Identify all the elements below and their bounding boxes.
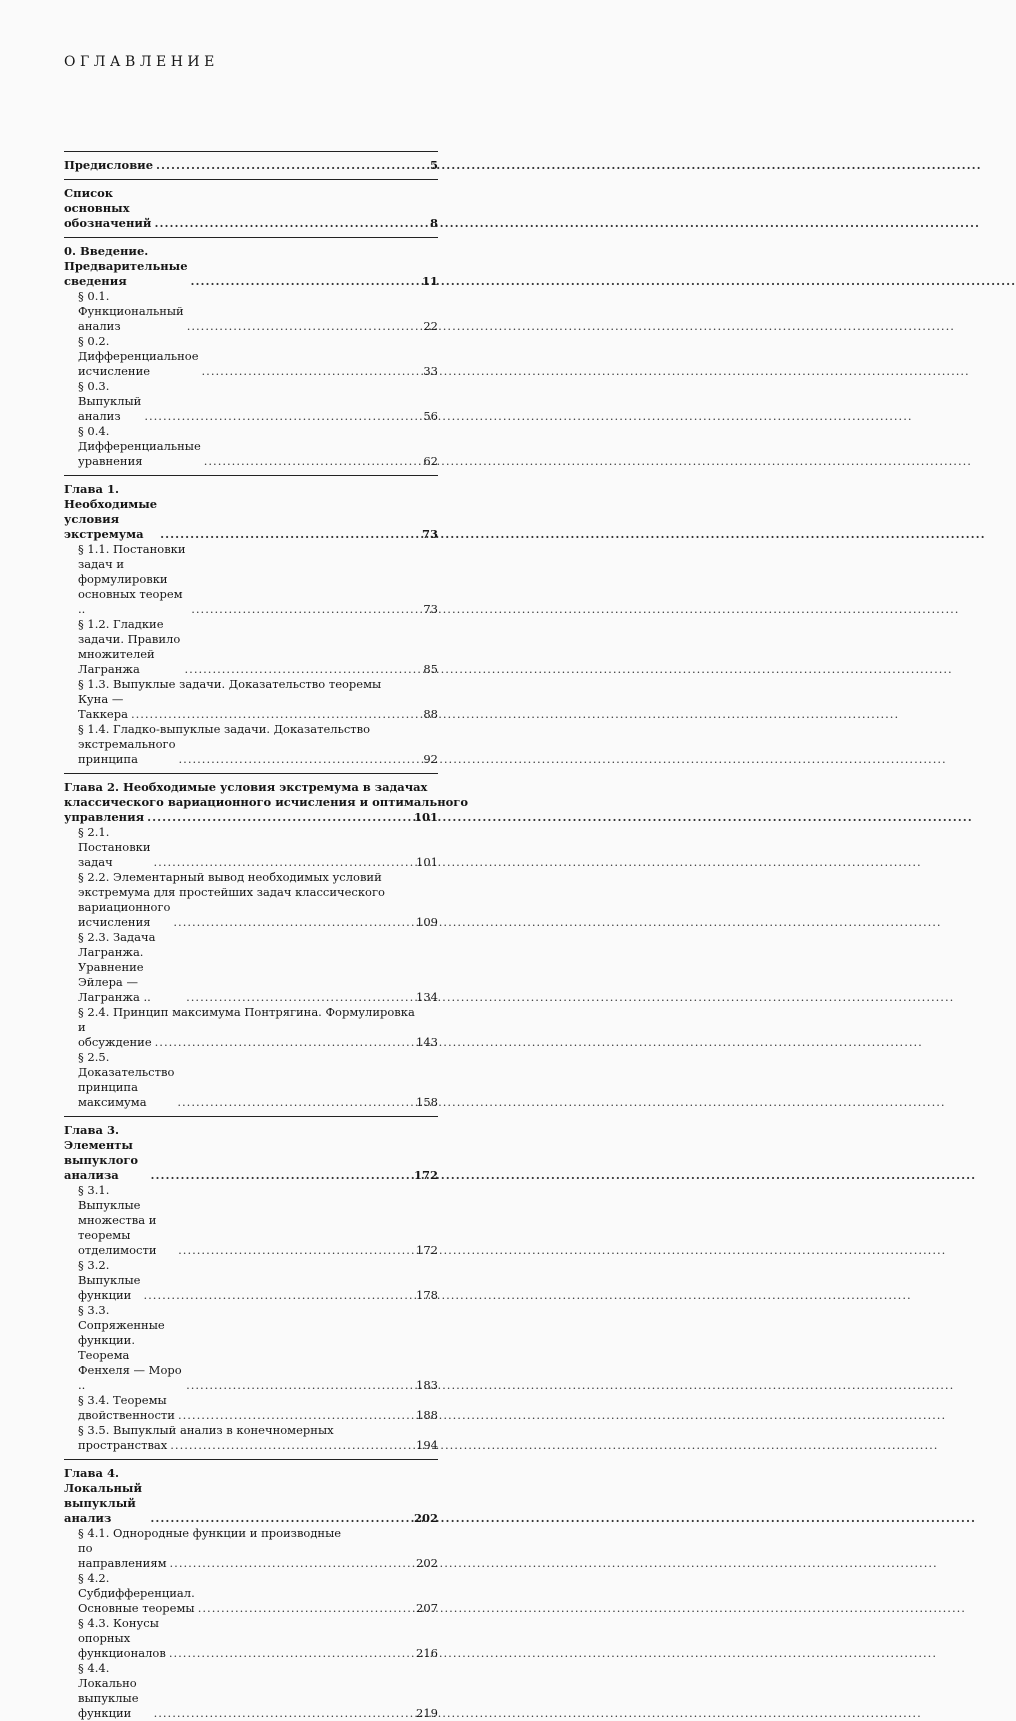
leader-dots	[154, 1706, 413, 1721]
leader-dots	[191, 602, 420, 617]
page-number: 183	[416, 1378, 438, 1392]
leader-dots	[177, 1095, 413, 1110]
entry-text: § 1.4. Гладко-выпуклые задачи. Доказательство	[78, 722, 371, 736]
page-number: 73	[421, 527, 438, 541]
toc-section[interactable]	[64, 1005, 438, 1050]
divider	[64, 773, 438, 774]
entry-text: пространствах	[78, 1438, 168, 1452]
page-number: 172	[413, 1168, 438, 1182]
page-number: 178	[416, 1288, 438, 1302]
entry-text: § 1.3. Выпуклые задачи. Доказательство теоремы	[78, 677, 382, 691]
page-number: 134	[416, 990, 438, 1004]
toc-chapter-2[interactable]	[64, 780, 469, 825]
entry-text: 0. Введение. Предварительные сведения	[64, 244, 188, 288]
toc-entry-preface[interactable]	[64, 158, 438, 173]
entry-text: § 3.2. Выпуклые функции	[78, 1258, 141, 1302]
page-number: 172	[416, 1243, 438, 1257]
page-number: 85	[423, 662, 438, 676]
entry-text: § 2.1. Постановки задач	[78, 825, 151, 869]
entry-text: Куна — Таккера	[78, 692, 128, 721]
entry-text: § 0.4. Дифференциальные уравнения	[78, 424, 201, 468]
page-number: 62	[423, 454, 438, 468]
entry-text: § 3.4. Теоремы двойственности	[78, 1393, 175, 1422]
toc-section[interactable]	[64, 930, 438, 1005]
entry-text: § 3.5. Выпуклый анализ в конечномерных	[78, 1423, 334, 1437]
leader-dots	[179, 752, 421, 767]
entry-text: § 1.1. Постановки задач и формулировки основных теорем ..	[78, 542, 186, 616]
toc-section[interactable]	[64, 870, 438, 930]
entry-text: § 4.4. Локально выпуклые функции	[78, 1661, 139, 1720]
page-number: 5	[429, 158, 438, 172]
leader-dots	[191, 274, 419, 289]
page-number: 194	[416, 1438, 438, 1452]
page-title: ОГЛАВЛЕНИЕ	[64, 54, 219, 70]
toc-page	[0, 0, 500, 1720]
entry-text: классического вариационного исчисления и оптимального	[64, 795, 469, 809]
leader-dots	[131, 707, 420, 722]
page-number: 143	[416, 1035, 438, 1049]
entry-text: § 2.2. Элементарный вывод необходимых условий	[78, 870, 382, 884]
toc-entry-notation[interactable]	[64, 186, 438, 231]
leader-dots	[178, 1408, 413, 1423]
entry-text: § 2.4. Принцип максимума Понтрягина. Формулировка	[78, 1005, 415, 1019]
toc-section[interactable]	[64, 722, 438, 767]
leader-dots	[204, 454, 421, 469]
toc-section[interactable]	[64, 334, 438, 379]
entry-text: § 3.3. Сопряженные функции. Теорема Фенхеля — Моро ..	[78, 1303, 182, 1392]
leader-dots	[170, 1438, 413, 1453]
leader-dots	[151, 1168, 411, 1183]
toc-section[interactable]	[64, 1526, 438, 1571]
toc-section[interactable]	[64, 379, 438, 424]
leader-dots	[186, 990, 413, 1005]
entry-text: Предисловие	[64, 158, 154, 172]
entry-text: Глава 2. Необходимые условия экстремума в задачах	[64, 780, 428, 794]
toc-section[interactable]	[64, 1423, 438, 1453]
entry-text: § 0.1. Функциональный анализ	[78, 289, 184, 333]
toc-section[interactable]	[64, 1393, 438, 1423]
page-number: 88	[423, 707, 438, 721]
toc-section[interactable]	[64, 542, 438, 617]
entry-text: экстремального принципа	[78, 737, 176, 766]
page-number: 109	[416, 915, 438, 929]
entry-text: § 4.1. Однородные функции и производные	[78, 1526, 342, 1540]
entry-text: Глава 3. Элементы выпуклого анализа	[64, 1123, 139, 1182]
entry-text: § 0.2. Дифференциальное исчисление	[78, 334, 199, 378]
entry-text: § 1.2. Гладкие задачи. Правило множителей Лагранжа	[78, 617, 181, 676]
leader-dots	[187, 319, 421, 334]
toc-chapter-3[interactable]	[64, 1123, 438, 1183]
leader-dots	[160, 527, 419, 542]
divider	[64, 1459, 438, 1460]
leader-dots	[150, 1511, 411, 1526]
page-number: 92	[423, 752, 438, 766]
page-number: 188	[416, 1408, 438, 1422]
leader-dots	[186, 1378, 413, 1393]
leader-dots	[155, 1035, 413, 1050]
leader-dots	[154, 855, 414, 870]
leader-dots	[144, 409, 420, 424]
page-number: 33	[423, 364, 438, 378]
toc-section[interactable]	[64, 677, 438, 722]
divider	[64, 475, 438, 476]
page-number: 158	[416, 1095, 438, 1109]
toc-section[interactable]	[64, 1183, 438, 1258]
toc-section[interactable]	[64, 1571, 438, 1616]
toc-chapter-1[interactable]	[64, 482, 438, 542]
entry-text: Список основных обозначений	[64, 186, 152, 230]
leader-dots	[198, 1601, 413, 1616]
page-number: 56	[423, 409, 438, 423]
entry-text: § 2.3. Задача Лагранжа. Уравнение Эйлера — Лагранжа ..	[78, 930, 156, 1004]
entry-text: § 4.3. Конусы опорных функционалов	[78, 1616, 166, 1660]
table-of-contents	[64, 145, 469, 1721]
page-number: 101	[413, 810, 438, 824]
leader-dots	[156, 158, 427, 173]
page-number: 216	[416, 1646, 438, 1660]
entry-text: экстремума для простейших задач классического	[78, 885, 385, 899]
entry-text: и обсуждение	[78, 1020, 152, 1049]
toc-chapter-4[interactable]	[64, 1466, 438, 1526]
leader-dots	[154, 216, 427, 231]
leader-dots	[169, 1646, 413, 1661]
page-number: 11	[421, 274, 438, 288]
entry-text: § 4.2. Субдифференциал. Основные теоремы	[78, 1571, 195, 1615]
divider	[64, 151, 438, 152]
leader-dots	[143, 1288, 413, 1303]
toc-chapter-0[interactable]	[64, 244, 438, 289]
leader-dots	[147, 810, 411, 825]
divider	[64, 1116, 438, 1117]
toc-section[interactable]	[64, 289, 438, 334]
toc-section[interactable]	[64, 617, 438, 677]
toc-section[interactable]	[64, 1616, 438, 1661]
page-number: 73	[423, 602, 438, 616]
toc-section[interactable]	[64, 1303, 438, 1393]
toc-section[interactable]	[64, 424, 438, 469]
toc-section[interactable]	[64, 825, 438, 870]
toc-section[interactable]	[64, 1258, 438, 1303]
leader-dots	[178, 1243, 413, 1258]
toc-section[interactable]	[64, 1050, 438, 1110]
page-number: 202	[416, 1556, 438, 1570]
entry-text: § 2.5. Доказательство принципа максимума	[78, 1050, 175, 1109]
entry-text: вариационного исчисления	[78, 900, 171, 929]
entry-text: по направлениям	[78, 1541, 167, 1570]
entry-text: § 3.1. Выпуклые множества и теоремы отделимости	[78, 1183, 157, 1257]
page-number: 202	[413, 1511, 438, 1525]
leader-dots	[202, 364, 421, 379]
leader-dots	[170, 1556, 414, 1571]
entry-text: управления	[64, 810, 145, 824]
page-number: 219	[416, 1706, 438, 1720]
entry-text: Глава 4. Локальный выпуклый анализ	[64, 1466, 142, 1525]
toc-section[interactable]	[64, 1661, 438, 1721]
divider	[64, 179, 438, 180]
page-number: 8	[429, 216, 438, 230]
leader-dots	[185, 662, 421, 677]
entry-text: Глава 1. Необходимые условия экстремума	[64, 482, 158, 541]
entry-text: § 0.3. Выпуклый анализ	[78, 379, 142, 423]
divider	[64, 237, 438, 238]
page-number: 22	[423, 319, 438, 333]
page-number: 207	[416, 1601, 438, 1615]
leader-dots	[173, 915, 413, 930]
page-number: 101	[416, 855, 438, 869]
